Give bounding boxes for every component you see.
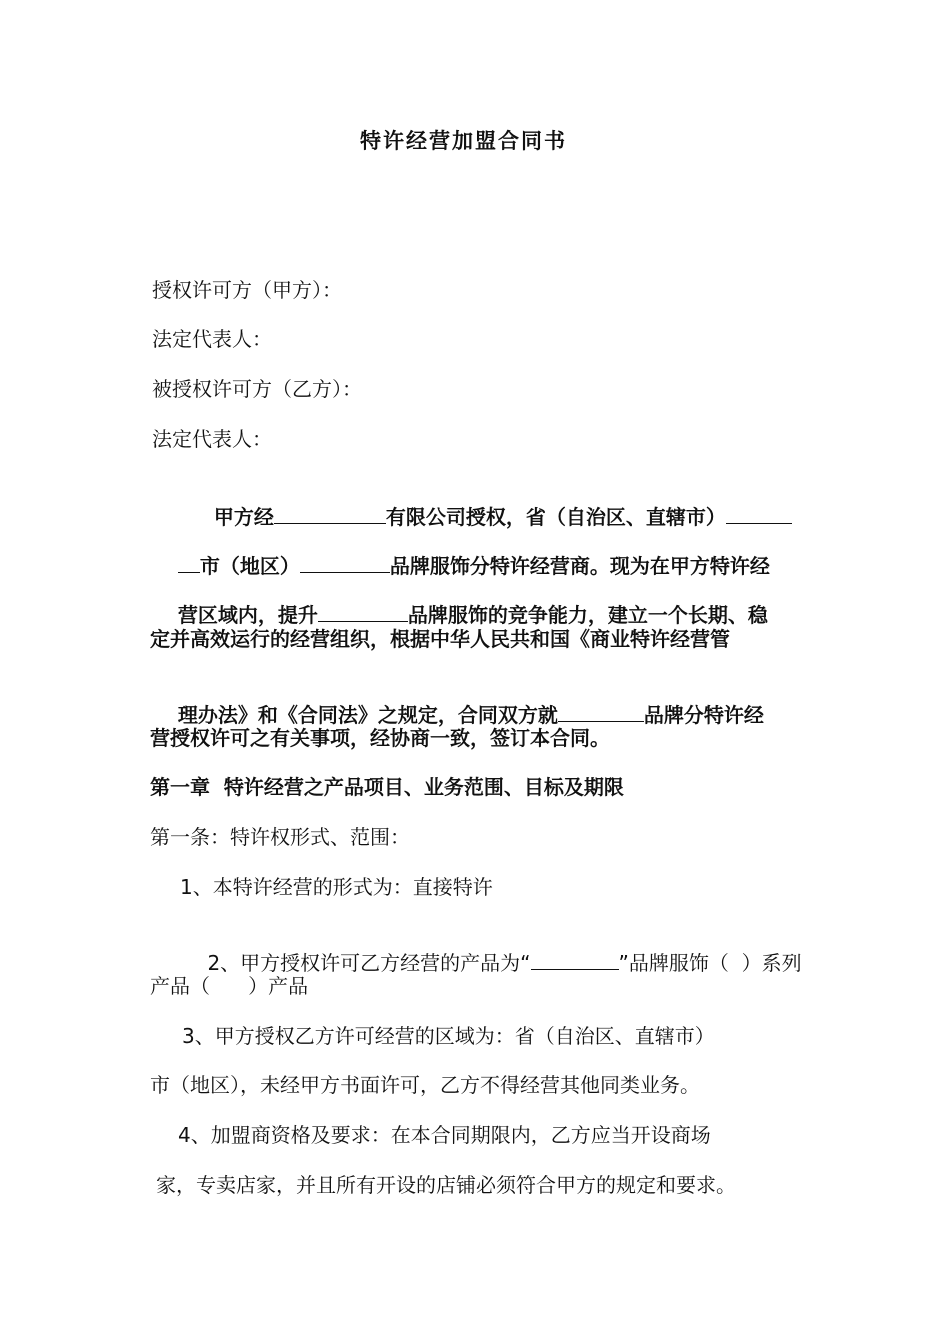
preamble-text: 有限公司授权，省（自治区、直辖市） <box>385 505 726 529</box>
item-1: 1、本特许经营的形式为：直接特许 <box>180 875 493 899</box>
document-title: 特许经营加盟合同书 <box>360 129 567 153</box>
item-2-cont: 产品（ ）产品 <box>150 974 309 998</box>
article-heading: 第一条：特许权形式、范围： <box>150 825 410 849</box>
blank-field <box>300 554 390 573</box>
item-3-cont: 市（地区），未经甲方书面许可，乙方不得经营其他同类业务。 <box>150 1073 700 1097</box>
item-3: 3、甲方授权乙方许可经营的区域为：省（自治区、直辖市） <box>182 1024 715 1048</box>
licensor-rep-line: 法定代表人： <box>152 327 272 351</box>
preamble-line-6: 营授权许可之有关事项，经协商一致，签订本合同。 <box>150 726 610 750</box>
blank-field <box>726 505 792 524</box>
item-4-cont: 家，专卖店家，并且所有开设的店铺必须符合甲方的规定和要求。 <box>156 1173 736 1197</box>
preamble-text: 品牌服饰的竞争能力，建立一个长期、稳 <box>407 603 768 627</box>
preamble-text: 营区域内，提升 <box>177 603 318 627</box>
preamble-text: 品牌服饰分特许经营商。现为在甲方特许经 <box>389 554 770 578</box>
blank-field <box>178 554 200 573</box>
blank-field <box>274 505 386 524</box>
licensee-line: 被授权许可方（乙方）： <box>152 377 362 401</box>
licensor-line: 授权许可方（甲方）： <box>152 278 342 302</box>
item-4: 4、加盟商资格及要求：在本合同期限内，乙方应当开设商场 <box>178 1123 711 1147</box>
preamble-text: 品牌分特许经 <box>643 703 764 727</box>
licensee-rep-line: 法定代表人： <box>152 427 272 451</box>
preamble-text: 甲方经 <box>213 505 274 529</box>
item-text: ”品牌服饰（ ）系列 <box>618 951 802 975</box>
item-text: 2、甲方授权许可乙方经营的产品为“ <box>207 951 531 975</box>
preamble-text: 市（地区） <box>199 554 300 578</box>
chapter-heading: 第一章 特许经营之产品项目、业务范围、目标及期限 <box>150 775 624 799</box>
preamble-text: 理办法》和《合同法》之规定，合同双方就 <box>177 703 558 727</box>
blank-field <box>558 703 644 722</box>
blank-field <box>531 951 619 970</box>
blank-field <box>318 603 408 622</box>
preamble-line-4: 定并高效运行的经营组织，根据中华人民共和国《商业特许经营管 <box>150 627 730 651</box>
